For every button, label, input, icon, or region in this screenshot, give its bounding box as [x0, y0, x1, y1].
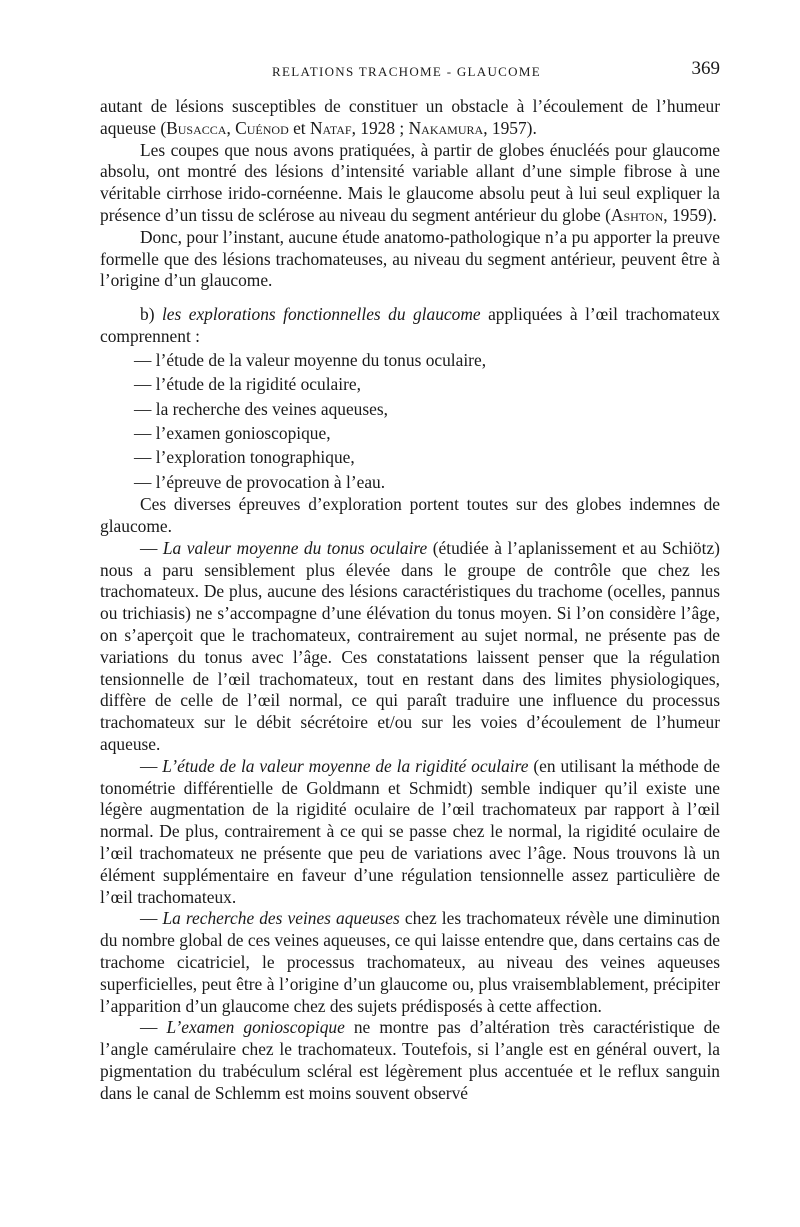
paragraph-text: appliquées à l’œil trachomateux comprennent : [100, 304, 721, 346]
exploration-list [100, 348, 720, 494]
paragraph-3: Donc, pour l’instant, aucune étude anatomo-pathologique n’a pu apporter la preuve formelle que des lésions trachomateuses, au niveau du segment antérieur, peuvent être à l’origine d’un glaucome. [100, 226, 720, 291]
subsection-title: La valeur moyenne du tonus oculaire [162, 537, 428, 558]
dash: — [140, 755, 163, 776]
citation-separator: , [226, 117, 236, 138]
citation-author: Cuénod [235, 117, 289, 138]
body-text [100, 96, 720, 1105]
paragraph-1 [100, 96, 720, 140]
subsection-title: L’examen gonioscopique [166, 1017, 345, 1038]
paragraph-tonus [100, 538, 720, 756]
subsection-title: L’étude de la valeur moyenne de la rigidité oculaire [162, 755, 529, 776]
paragraph-veines [100, 908, 720, 1017]
list-item: — l’étude de la valeur moyenne du tonus oculaire, [134, 349, 487, 370]
running-title: RELATIONS TRACHOME - GLAUCOME [272, 64, 541, 79]
dash: — [140, 1017, 167, 1038]
citation-author: Busacca [166, 117, 227, 138]
citation-separator: et [288, 117, 310, 138]
paragraph-text: , 1959). [663, 204, 717, 225]
list-item: — l’examen gonioscopique, [134, 422, 331, 443]
citation-separator: , 1928 ; [351, 117, 409, 138]
list-item: — l’exploration tonographique, [134, 447, 355, 468]
section-label: b) [140, 304, 162, 325]
paragraph-rigidite [100, 756, 720, 909]
paragraph-text: ne montre pas d’altération très caractéristique de l’angle camérulaire chez le trachomateux. Toutefois, si l’angle est en général ouvert, la pigmentation du trabéculum scléral est légèrement plus accentuée et le reflux sanguin dans le canal de Schlemm est moins souvent observé [100, 1017, 720, 1103]
citation-author: Nataf [309, 117, 352, 138]
subsection-title: La recherche des veines aqueuses [162, 908, 400, 929]
list-item: — la recherche des veines aqueuses, [134, 398, 388, 419]
paragraph-text: , 1957). [483, 117, 537, 138]
citation-author: Nakamura [408, 117, 484, 138]
paragraph-text: Les coupes que nous avons pratiquées, à partir de globes énucléés pour glaucome absolu, ont montré des lésions d’intensité variable allant d’une simple fibrose à une véritable cirrhose irido-cornéenne. Mais le glaucome absolu peut à lui seul expliquer la présence d’un tissu de sclérose au niveau du segment antérieur du globe ( [100, 139, 720, 225]
paragraph-text: chez les trachomateux révèle une diminution du nombre global de ces veines aqueuses, ce qui laisse entendre que, dans certains cas de trachome cicatriciel, le processus trachomateux, au niveau des veines aqueuses superficielles, peut être à l’origine d’un glaucome ou, plus vraisemblablement, précipiter l’apparition d’un glaucome chez des sujets prédisposés à cette affection. [100, 908, 721, 1016]
dash: — [140, 908, 163, 929]
dash: — [140, 537, 163, 558]
paragraph-5: Ces diverses épreuves d’exploration portent toutes sur des globes indemnes de glaucome. [100, 494, 720, 536]
page-header [100, 58, 720, 86]
list-item: — l’épreuve de provocation à l’eau. [134, 471, 386, 492]
list-item: — l’étude de la rigidité oculaire, [134, 374, 361, 395]
citation-author: Ashton [610, 204, 664, 225]
page-number: 369 [691, 58, 720, 79]
paragraph-text: autant de lésions susceptibles de constituer un obstacle à l’écoulement de l’humeur aqueuse ( [100, 96, 720, 138]
paragraph-text: (étudiée à l’aplanissement et au Schiötz) nous a paru sensiblement plus élevée dans le groupe de contrôle que chez les trachomateux. De plus, aucune des lésions caractéristiques du trachome (ocelles, pannus ou trichiasis) ne s’accompagne d’une élévation du tonus moyen. Si l’on considère l’âge, on s’aperçoit que le trachomateux, contrairement au sujet normal, ne présente pas de variations du tonus avec l’âge. Ces constatations laissent penser que la régulation tensionnelle de l’œil trachomateux, tout en restant dans des limites physiologiques, diffère de celle de l’œil normal, ce qui paraît traduire une influence du processus trachomateux sur le débit sécrétoire et/ou sur les voies d’écoulement de l’humeur aqueuse. [100, 537, 720, 754]
paragraph-2 [100, 140, 720, 227]
section-b-intro [100, 304, 720, 348]
section-title: les explorations fonctionnelles du glaucome [161, 304, 481, 325]
paragraph-text: (en utilisant la méthode de tonométrie différentielle de Goldmann et Schmidt) semble indiquer qu’il existe une légère augmentation de la rigidité oculaire de l’œil trachomateux par rapport à l’œil normal. De plus, contrairement à ce qui se passe chez le normal, la rigidité oculaire de l’œil trachomateux ne présente que peu de variations avec l’âge. Nous trouvons là un élément supplémentaire en faveur d’une régulation tensionnelle assez particulière de l’œil trachomateux. [100, 755, 720, 907]
paragraph-gonioscopie [100, 1017, 720, 1104]
